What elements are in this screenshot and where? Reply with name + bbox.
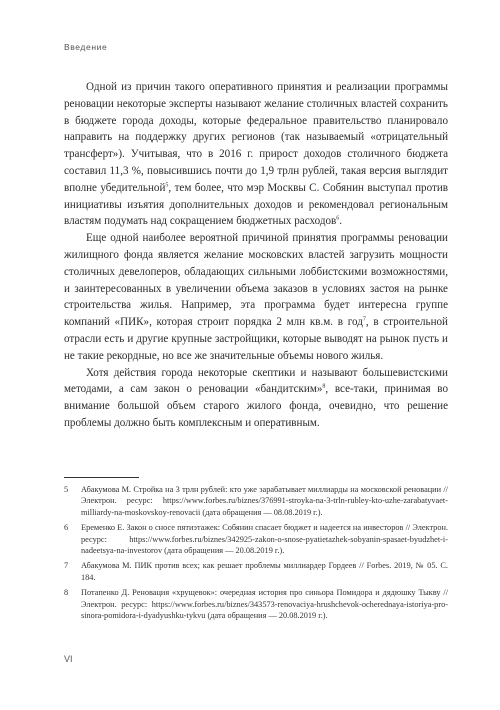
paragraph-text: Хотя действия города некоторые скептики и называют большевистскими методами, а сам закон о реновации «бандитским» [64,366,448,396]
paragraph-text: , в строительной отрасли есть и другие крупные застройщики, которые выводят на рынок пусть и не такие рекордные, но все же значительные объемы нового жилья. [64,316,448,362]
footnotes [64,484,448,625]
paragraph-3 [64,365,448,432]
paragraph-text: , все-таки, принимая во внимание большой объем старого жилого фонда, очевидно, что решение проблемы должно быть комплексным и оперативным. [64,383,448,429]
footnote-number: 6 [64,523,69,533]
running-head: Введение [64,42,108,52]
footnote-text: Потапенко Д. Реновация «хрущевок»: очередная история про синьора Помидора и дядюшку Тыкву // Электрон. ресурс: https://www.forbes.ru/biznes/343573-renovaciya-hrushchevok-ocherednaya-istoriya-pro-sinora-pomidora-i-dyadyushku-tykvu (дата обращения — 20.08.2019 г.). [81,588,448,621]
footnote-8 [64,587,448,621]
footnote-separator [64,477,139,478]
footnote-number: 8 [64,588,69,598]
footnote-text: Еременко Е. Закон о сносе пятиэтажек: Собянин спасает бюджет и надеется на инвесторов // Электрон. ресурс: https://www.forbes.ru/biznes/342925-zakon-o-snose-pyatietazhek-sobyanin-spasaet-byudzhet-i-nadeetsya-na-investorov (дата обращения — 20.08.2019 г.). [81,523,448,556]
paragraph-text: Одной из причин такого оперативного принятия и реализации программы реновации некоторые эксперты называют желание столичных властей сохранить в бюджете города доходы, которые федеральное правительство планировало направить на поддержку других регионов (так называемый «отрицательный трансферт»). Учитывая, что в 2016 г. прирост доходов столичного бюджета составил 11,3 %, повысившись почти до 1,9 трлн рублей, такая версия выглядит вполне убедительной [64,81,448,194]
paragraph-text: . [339,215,343,228]
footnote-ref-7[interactable]: 7 [362,316,366,323]
paragraph-text: , тем более, что мэр Москвы С. Собянин выступал против инициативы изъятия дополнительных доходов и рекомендовал региональным властям подумать над сокращением бюджетных расходов [64,181,448,228]
footnote-7 [64,560,448,583]
page-number: VI [64,654,73,664]
main-text [64,79,448,432]
footnote-number: 7 [64,561,69,571]
footnote-number: 5 [64,485,69,494]
paragraph-1 [64,79,448,230]
footnote-ref-8[interactable]: 8 [322,383,326,390]
footnote-text: Абакумова М. Стройка на 3 трлн рублей: кто уже зарабатывает миллиарды на московской реновации // Электрон. ресурс: https://www.forbes.ru/biznes/376991-stroyka-na-3-trln-rubley-kto-uzhe-zarabatyvaet-milliardy-na-moskovskoy-renovacii (дата обращения — 08.08.2019 г.). [81,485,448,517]
footnote-5 [64,484,448,518]
footnote-ref-5[interactable]: 5 [165,182,169,189]
paragraph-text: Еще одной наиболее вероятной причиной принятия программы реновации жилищного фонда является желание московских властей загрузить мощности столичных девелоперов, обладающих сильными лоббистскими возможностями, и заинтересованных в увеличении объема заказов в условиях застоя на рынке строительства жилья. Например, эта программа будет интересна группе компаний «ПИК», которая строит порядка 2 млн кв.м. в год [64,232,448,329]
paragraph-2 [64,230,448,364]
footnote-text: Абакумова М. ПИК против всех; как решает проблемы миллиардер Гордеев // Forbes. 2019, № 05. С. 184. [81,561,448,582]
footnote-ref-6[interactable]: 6 [336,215,340,222]
footnote-6 [64,522,448,556]
